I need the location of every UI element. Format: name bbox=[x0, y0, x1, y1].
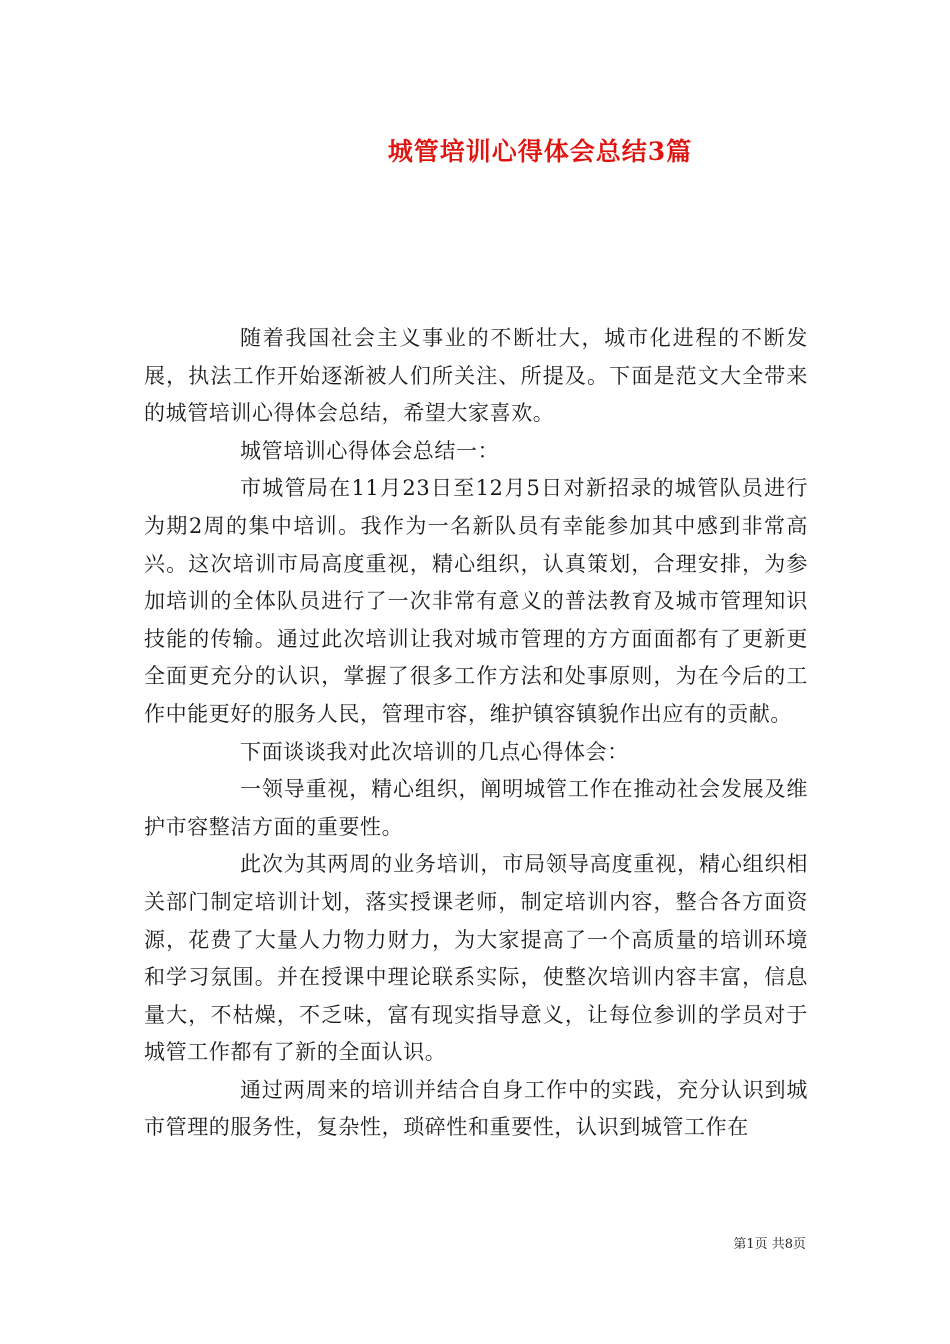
page-number: 第1页 共8页 bbox=[733, 1237, 806, 1252]
paragraph-reflection: 通过两周来的培训并结合自身工作中的实践，充分认识到城市管理的服务性，复杂性，琐碎性和重要性，认识到城管工作在 bbox=[144, 1077, 808, 1140]
paragraph-section-heading: 城管培训心得体会总结一： bbox=[240, 438, 500, 463]
paragraph-point-one-detail: 此次为其两周的业务培训，市局领导高度重视，精心组织相关部门制定培训计划，落实授课老师，制定培训内容，整合各方面资源，花费了大量人力物力财力，为大家提高了一个高质量的培训环境和学习氛围。并在授课中理论联系实际，使整次培训内容丰富，信息量大，不枯燥，不乏味，富有现实指导意义，让每位参训的学员对于城管工作都有了新的全面认识。 bbox=[144, 852, 808, 1065]
paragraph-experience-intro: 下面谈谈我对此次培训的几点心得体会： bbox=[240, 739, 629, 764]
paragraph-training-overview: 市城管局在11月23日至12月5日对新招录的城管队员进行为期2周的集中培训。我作为一名新队员有幸能参加其中感到非常高兴。这次培训市局高度重视，精心组织，认真策划，合理安排，为参加培训的全体队员进行了一次非常有意义的普法教育及城市管理知识技能的传输。通过此次培训让我对城市管理的方方面面都有了更新更全面更充分的认识，掌握了很多工作方法和处事原则，为在今后的工作中能更好的服务人民，管理市容，维护镇容镇貌作出应有的贡献。 bbox=[144, 476, 808, 726]
paragraph-point-one: 一领导重视，精心组织，阐明城管工作在推动社会发展及维护市容整洁方面的重要性。 bbox=[144, 777, 808, 839]
paragraph-intro: 随着我国社会主义事业的不断壮大，城市化进程的不断发展，执法工作开始逐渐被人们所关注、所提及。下面是范文大全带来的城管培训心得体会总结，希望大家喜欢。 bbox=[144, 326, 808, 426]
document-body bbox=[144, 320, 808, 1147]
document-title: 城管培训心得体会总结3篇 bbox=[387, 137, 693, 166]
